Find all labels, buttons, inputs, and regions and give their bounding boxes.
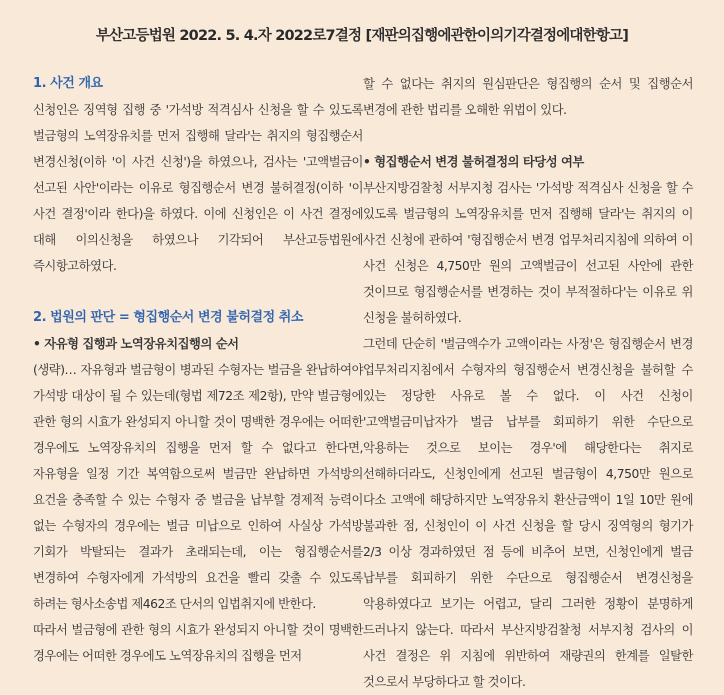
document-title: 부산고등법원 2022. 5. 4.자 2022로7결정 [재판의집행에관한이의기각결정에대한항고] [95,28,629,44]
two-column-body [20,71,704,695]
spacer [363,123,693,149]
bullet-heading-2: • 형집행순서 변경 불허결정의 타당성 여부 [363,155,584,169]
bullet-1-body-2: 따라서 벌금형에 관한 형의 시효가 완성되지 아니할 것이 명백한 경우에는 어떠한 경우에도 노역장유치의 집행을 먼저 [33,623,363,663]
bullet-1-body: (생략)… 자유형과 벌금형이 병과된 수형자는 벌금을 완납하여야 가석방 대상이 될 수 있는데(형법 제72조 제2항), 만약 벌금형에 관한 형의 시효가 완성되지 아니할 것이 명백한 경우에는 어떠한 경우에도 노역장유치의 집행을 먼저 할 수 없다고 한다면, 자유형을 일정 기간 복역함으로써 벌금만 완납하면 가석방의 요건을 충족할 수 있는 수형자 중 벌금을 납부할 경제적 능력이 없는 수형자의 경우에는 벌금 미납으로 인하여 사실상 가석방 기회가 박탈되는 결과가 초래되는데, 이는 형집행순서를 변경하여 수형자에게 가석방의 요건을 빨리 갖출 수 있도록 하려는 형사소송법 제462조 단서의 입법취지에 반한다. [33,363,363,611]
right-column [363,71,693,695]
bullet-2-body: 부산지방검찰청 서부지청 검사는 '가석방 적격심사 신청을 할 수 있도록 벌금형의 노역장유치를 먼저 집행해 달라'는 취지의 이 사건 신청에 관하여 '형집행순서 변경 업무처리지침에 의하여 이 사건 신청은 4,750만 원의 고액벌금이 선고된 사안에 관한 것이므로 형집행순서를 변경하는 것이 부적절하다'는 이유로 위 신청을 불허하였다. [363,181,693,325]
continued-body: 할 수 없다는 취지의 원심판단은 형집행의 순서 및 집행순서 변경에 관한 법리를 오해한 위법이 있다. [363,77,693,117]
bullet-2-body-2: 그런데 단순히 '벌금액수가 고액이라는 사정'은 형집행순서 변경 업무처리지침에서 수형자의 형집행순서 변경신청을 불허할 수 있는 정당한 사유로 볼 수 없다. 이 사건 신청이 '고액벌금미납자가 벌금 납부를 회피하기 위한 수단으로 악용하는 것으로 보이는 경우'에 해당한다는 취지로 선해하더라도, 신청인에게 선고된 벌금형이 4,750만 원으로 다소 고액에 해당하지만 노역장유치 환산금액이 1일 10만 원에 불과한 점, 신청인이 이 사건 신청을 할 당시 징역형의 형기가 2/3 이상 경과하였던 점 등에 비추어 보면, 신청인에게 벌금 납부를 회피하기 위한 수단으로 형집행순서 변경신청을 악용하였다고 보기는 어렵고, 달리 그러한 정황이 분명하게 드러나지 않는다. 따라서 부산지방검찰청 서부지청 검사의 이 사건 결정은 위 지침에 위반하여 재량권의 한계를 일탈한 것으로서 부당하다고 할 것이다. [363,337,693,689]
section-2-heading: 2. 법원의 판단 = 형집행순서 변경 불허결정 취소 [33,310,304,325]
section-1-heading: 1. 사건 개요 [33,76,103,91]
left-column [33,71,363,695]
spacer [33,279,363,305]
section-1-body: 신청인은 징역형 집행 중 '가석방 적격심사 신청을 할 수 있도록 벌금형의 노역장유치를 먼저 집행해 달라'는 취지의 형집행순서 변경신청(이하 '이 사건 신청')을 하였으나, 검사는 '고액벌금이 선고된 사안'이라는 이유로 형집행순서 변경 불허결정(이하 '이 사건 결정'이라 한다)을 하였다. 이에 신청인은 이 사건 결정에 대해 이의신청을 하였으나 기각되어 부산고등법원에 즉시항고하였다. [33,103,363,273]
bullet-heading-1: • 자유형 집행과 노역장유치집행의 순서 [33,337,239,351]
